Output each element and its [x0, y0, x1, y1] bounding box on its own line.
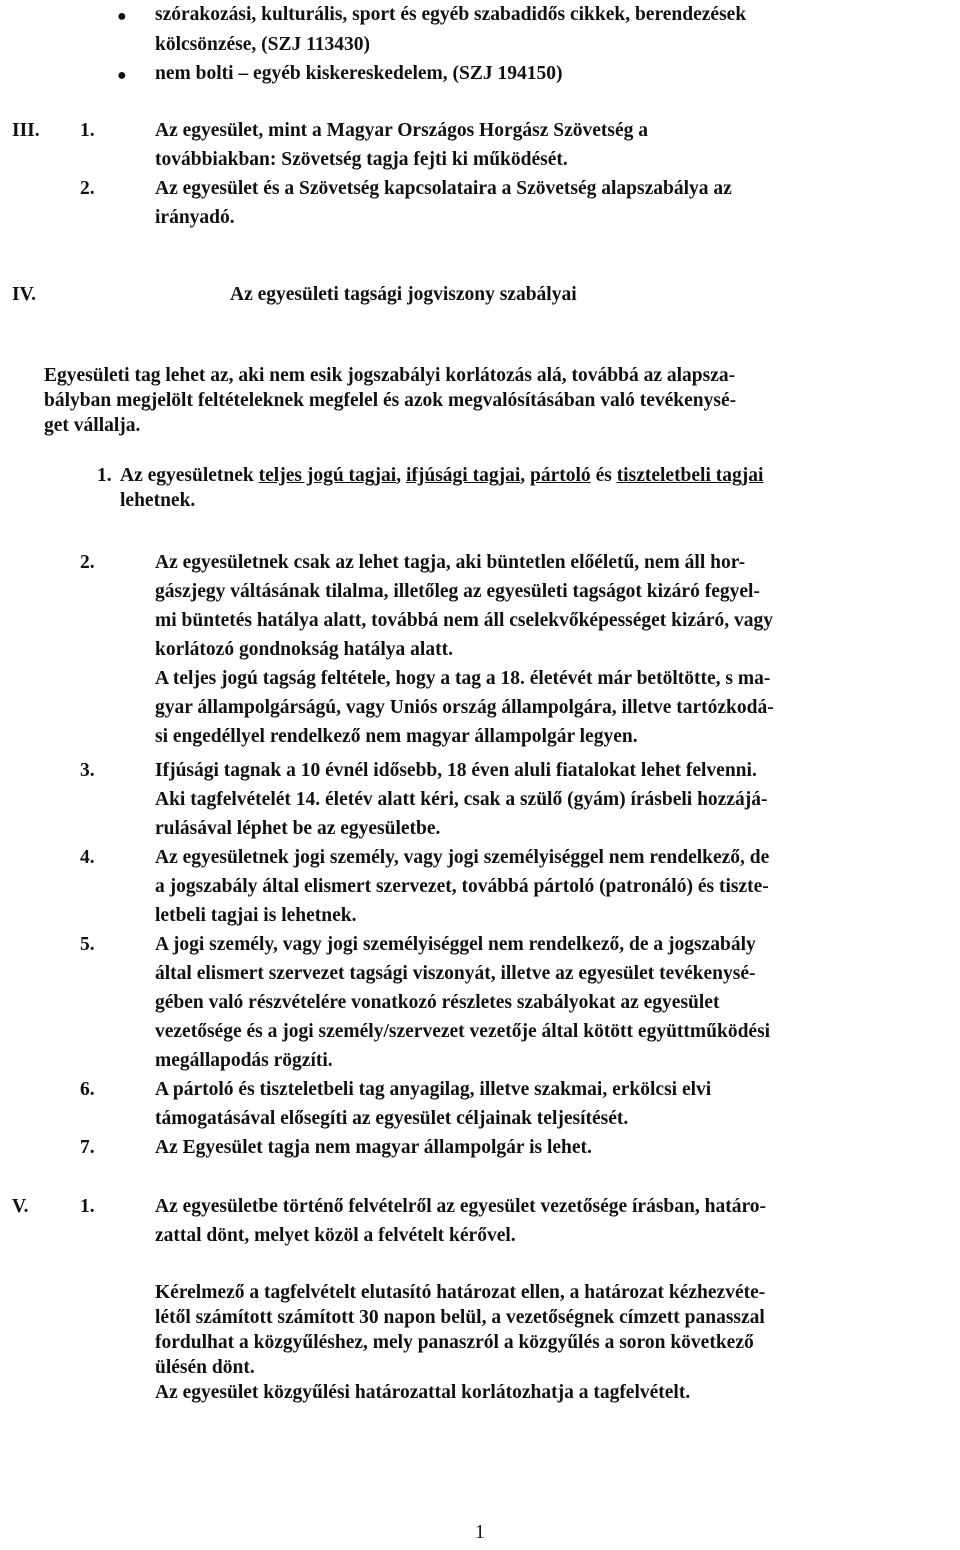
item-line: gében való részvételére vonatkozó részletes szabályokat az egyesület — [155, 992, 720, 1013]
item-number: 5. — [80, 934, 95, 955]
para-line: Kérelmező a tagfelvételt elutasító határozat ellen, a határozat kézhezvéte- — [155, 1282, 766, 1303]
item-line: Az egyesületnek jogi személy, vagy jogi személyiséggel nem rendelkező, de — [155, 847, 770, 868]
member-type-youth: ifjúsági tagjai — [405, 465, 521, 486]
item-line: Az egyesületbe történő felvételről az egyesület vezetősége írásban, határo- — [155, 1196, 766, 1217]
member-type-supporting: pártoló — [530, 465, 591, 486]
item-line: zattal dönt, melyet közöl a felvételt kérővel. — [155, 1225, 516, 1246]
item-line: megállapodás rögzíti. — [155, 1050, 333, 1071]
intro-line: get vállalja. — [44, 415, 141, 436]
item-line: Ifjúsági tagnak a 10 évnél idősebb, 18 éven aluli fiatalokat lehet felvenni. — [155, 760, 757, 781]
item-line: Az egyesületnek teljes jogú tagjai, ifjúsági tagjai, pártoló és tiszteletbeli tagjai — [120, 465, 764, 486]
item-line: rulásával léphet be az egyesületbe. — [155, 818, 441, 839]
item-line: Az egyesületnek csak az lehet tagja, aki büntetlen előéletű, nem áll hor- — [155, 552, 746, 573]
bullet-line: nem bolti – egyéb kiskereskedelem, (SZJ 194150) — [155, 63, 563, 84]
item-line: irányadó. — [155, 207, 235, 228]
roman-numeral: V. — [12, 1196, 29, 1217]
item-number: 2. — [80, 552, 95, 573]
intro-line: bályban megjelölt feltételeknek megfelel és azok megvalósításában való tevékenysé- — [44, 390, 737, 411]
item-number: 1. — [80, 120, 95, 141]
item-line: támogatásával elősegíti az egyesület céljainak teljesítését. — [155, 1108, 629, 1129]
section-heading: Az egyesületi tagsági jogviszony szabályai — [230, 284, 577, 305]
item-line: lehetnek. — [120, 490, 196, 511]
item-line: gászjegy váltásának tilalma, illetőleg az egyesületi tagságot kizáró fegyel- — [155, 581, 760, 602]
item-line: Az Egyesület tagja nem magyar állampolgár is lehet. — [155, 1137, 592, 1158]
page-number: 1 — [475, 1522, 485, 1543]
intro-line: Egyesületi tag lehet az, aki nem esik jogszabályi korlátozás alá, továbbá az alapsza- — [44, 365, 736, 386]
member-type-full: teljes jogú tagjai — [258, 465, 397, 486]
item-line: Aki tagfelvételét 14. életév alatt kéri, csak a szülő (gyám) írásbeli hozzájá- — [155, 789, 768, 810]
bullet-icon: ● — [117, 8, 127, 25]
item-number: 1. — [97, 465, 112, 486]
item-number: 3. — [80, 760, 95, 781]
item-line: mi büntetés hatálya alatt, továbbá nem áll cselekvőképességet kizáró, vagy — [155, 610, 774, 631]
bullet-line: kölcsönzése, (SZJ 113430) — [155, 34, 371, 55]
item-line: továbbiakban: Szövetség tagja fejti ki működését. — [155, 149, 568, 170]
bullet-icon: ● — [117, 67, 127, 84]
item-line: si engedéllyel rendelkező nem magyar állampolgár legyen. — [155, 726, 638, 747]
item-line: Az egyesület, mint a Magyar Országos Horgász Szövetség a — [155, 120, 648, 141]
item-line: vezetősége és a jogi személy/szervezet vezetője által kötött együttműködési — [155, 1021, 771, 1042]
item-line: A teljes jogú tagság feltétele, hogy a tag a 18. életévét már betöltötte, s ma- — [155, 668, 771, 689]
bullet-line: szórakozási, kulturális, sport és egyéb szabadidős cikkek, berendezések — [155, 4, 747, 25]
item-number: 1. — [80, 1196, 95, 1217]
item-line: Az egyesület és a Szövetség kapcsolataira a Szövetség alapszabálya az — [155, 178, 732, 199]
item-line: A jogi személy, vagy jogi személyiséggel nem rendelkező, de a jogszabály — [155, 934, 756, 955]
member-type-honorary: tiszteletbeli tagjai — [616, 465, 764, 486]
item-number: 2. — [80, 178, 95, 199]
roman-numeral: IV. — [12, 284, 37, 305]
item-line: által elismert szervezet tagsági viszonyát, illetve az egyesület tevékenysé- — [155, 963, 756, 984]
para-line: létől számított számított 30 napon belül, a vezetőségnek címzett panasszal — [155, 1307, 765, 1328]
item-line: gyar állampolgárságú, vagy Uniós ország állampolgára, illetve tartózkodá- — [155, 697, 774, 718]
para-line: Az egyesület közgyűlési határozattal korlátozhatja a tagfelvételt. — [155, 1382, 691, 1403]
item-line: A pártoló és tiszteletbeli tag anyagilag, illetve szakmai, erkölcsi elvi — [155, 1079, 712, 1100]
item-number: 6. — [80, 1079, 95, 1100]
para-line: fordulhat a közgyűléshez, mely panaszról a közgyűlés a soron következő — [155, 1332, 754, 1353]
item-line: a jogszabály által elismert szervezet, továbbá pártoló (patronáló) és tiszte- — [155, 876, 769, 897]
item-number: 4. — [80, 847, 95, 868]
item-line: letbeli tagjai is lehetnek. — [155, 905, 357, 926]
item-line: korlátozó gondnokság hatálya alatt. — [155, 639, 453, 660]
roman-numeral: III. — [12, 120, 40, 141]
item-number: 7. — [80, 1137, 95, 1158]
para-line: ülésén dönt. — [155, 1357, 255, 1378]
